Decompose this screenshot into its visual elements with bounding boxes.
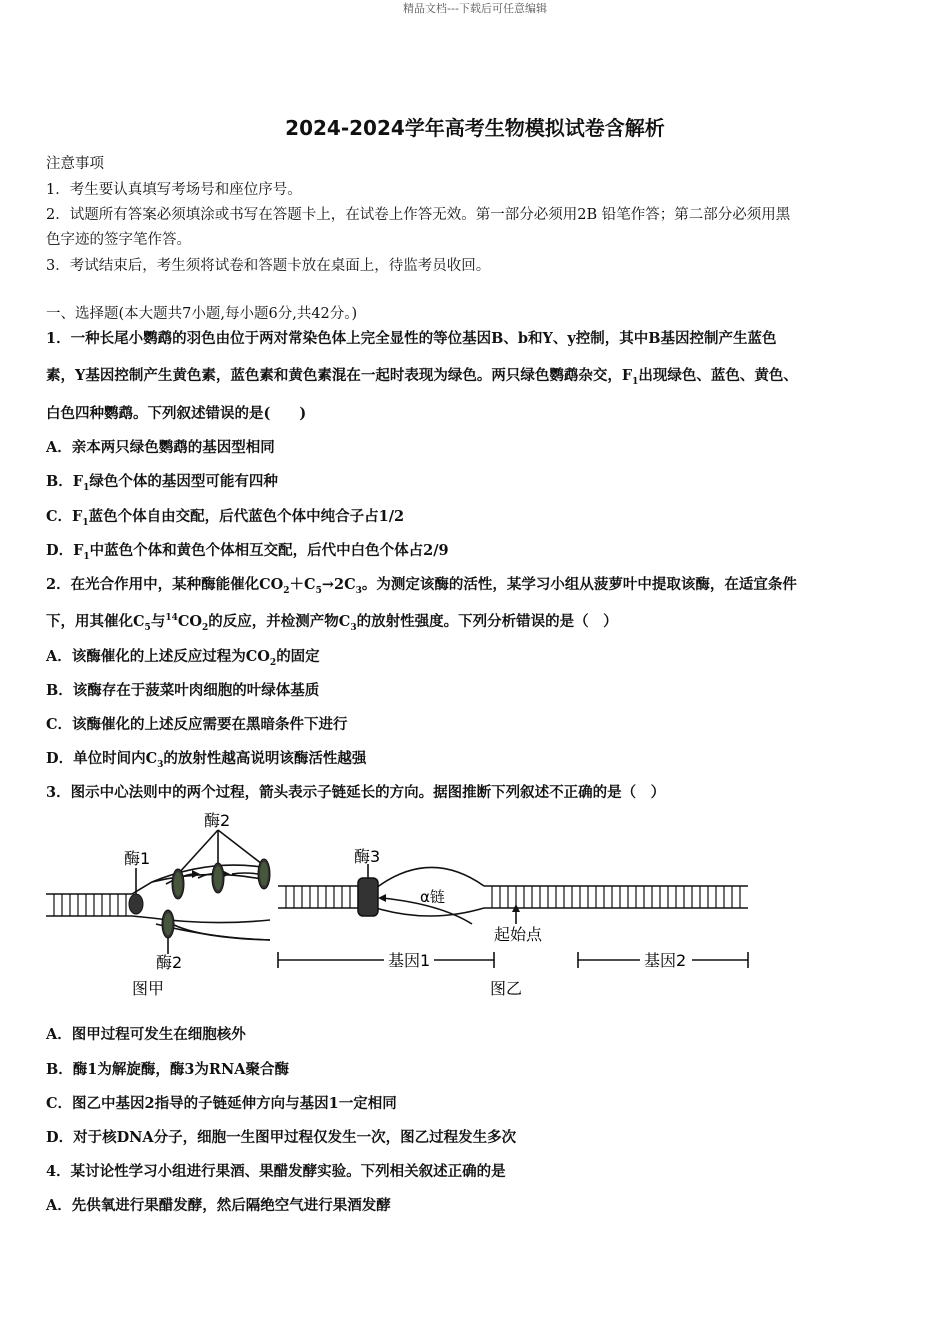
label-enzyme2-bottom: 酶2 [156, 953, 183, 972]
label-enzyme3: 酶3 [354, 847, 381, 866]
notice-item-1: 1．考生要认真填写考场号和座位序号。 [46, 182, 302, 198]
notice-item-2: 2．试题所有答案必须填涂或书写在答题卡上，在试卷上作答无效。第一部分必须用2B 铅笔作答；第二部分必须用黑 [46, 207, 791, 223]
section-heading: 一、选择题(本大题共7小题,每小题6分,共42分。) [46, 306, 358, 322]
label-figure-a: 图甲 [132, 979, 165, 998]
q3-option-c: C．图乙中基因2指导的子链延伸方向与基因1一定相同 [46, 1095, 397, 1112]
q4-stem: 4．某讨论性学习小组进行果酒、果醋发酵实验。下列相关叙述正确的是 [46, 1163, 506, 1180]
label-enzyme1: 酶1 [124, 849, 151, 868]
label-enzyme2-top: 酶2 [204, 811, 231, 830]
q3-option-d: D．对于核DNA分子，细胞一生图甲过程仅发生一次，图乙过程发生多次 [46, 1129, 517, 1146]
q2-option-a: A．该酶催化的上述反应过程为$CO_2$的固定 [46, 648, 320, 668]
header-note: 精品文档---下载后可任意编辑 [403, 2, 547, 15]
q2-option-b: B．该酶存在于菠菜叶肉细胞的叶绿体基质 [46, 682, 320, 699]
label-gene2: 基因2 [644, 951, 687, 970]
q2-option-d: D．单位时间内$C_3$的放射性越高说明该酶活性越强 [46, 750, 367, 770]
central-dogma-figure [40, 808, 760, 1004]
notice-item-3: 3．考试结束后，考生须将试卷和答题卡放在桌面上，待监考员收回。 [46, 258, 491, 274]
q4-option-a: A．先供氧进行果醋发酵，然后隔绝空气进行果酒发酵 [46, 1197, 391, 1214]
q1-stem-line3: 白色四种鹦鹉。下列叙述错误的是( ) [46, 405, 307, 422]
q1-option-d: D．$F_1$中蓝色个体和黄色个体相互交配，后代中白色个体占2/9 [46, 542, 449, 562]
q1-option-c: C．$F_1$蓝色个体自由交配，后代蓝色个体中纯合子占1/2 [46, 508, 405, 528]
q3-stem: 3．图示中心法则中的两个过程，箭头表示子链延长的方向。据图推断下列叙述不正确的是（ ） [46, 784, 666, 801]
label-figure-b: 图乙 [490, 979, 523, 998]
q1-stem-line2: 素，Y基因控制产生黄色素，蓝色素和黄色素混在一起时表现为绿色。两只绿色鹦鹉杂交，$F_1$出现绿色、蓝色、黄色、 [46, 367, 798, 387]
q2-stem-line2: 下，用其催化$C_5$与$^{14}CO_2$的反应，并检测产物$C_3$的放射性强度。下列分析错误的是（ ） [46, 613, 618, 633]
q2-stem-line1: 2．在光合作用中，某种酶能催化$CO_2+C_5\to 2C_3$。为测定该酶的活性，某学习小组从菠萝叶中提取该酶，在适宜条件 [46, 576, 797, 596]
q1-stem-line1: 1．一种长尾小鹦鹉的羽色由位于两对常染色体上完全显性的等位基因B、b和Y、y控制，其中B基因控制产生蓝色 [46, 330, 777, 347]
q1-option-b: B．$F_1$绿色个体的基因型可能有四种 [46, 473, 278, 493]
notice-heading: 注意事项 [46, 156, 104, 172]
label-start-point: 起始点 [494, 925, 543, 944]
q2-option-c: C．该酶催化的上述反应需要在黑暗条件下进行 [46, 716, 348, 733]
q1-option-a: A．亲本两只绿色鹦鹉的基因型相同 [46, 439, 275, 456]
q3-option-b: B．酶1为解旋酶，酶3为RNA聚合酶 [46, 1061, 289, 1078]
q3-option-a: A．图甲过程可发生在细胞核外 [46, 1026, 246, 1043]
notice-item-2-cont: 色字迹的签字笔作答。 [46, 232, 191, 248]
label-gene1: 基因1 [388, 951, 431, 970]
document-title: 2024-2024学年高考生物模拟试卷含解析 [285, 116, 665, 140]
label-alpha-chain: α链 [420, 888, 445, 906]
